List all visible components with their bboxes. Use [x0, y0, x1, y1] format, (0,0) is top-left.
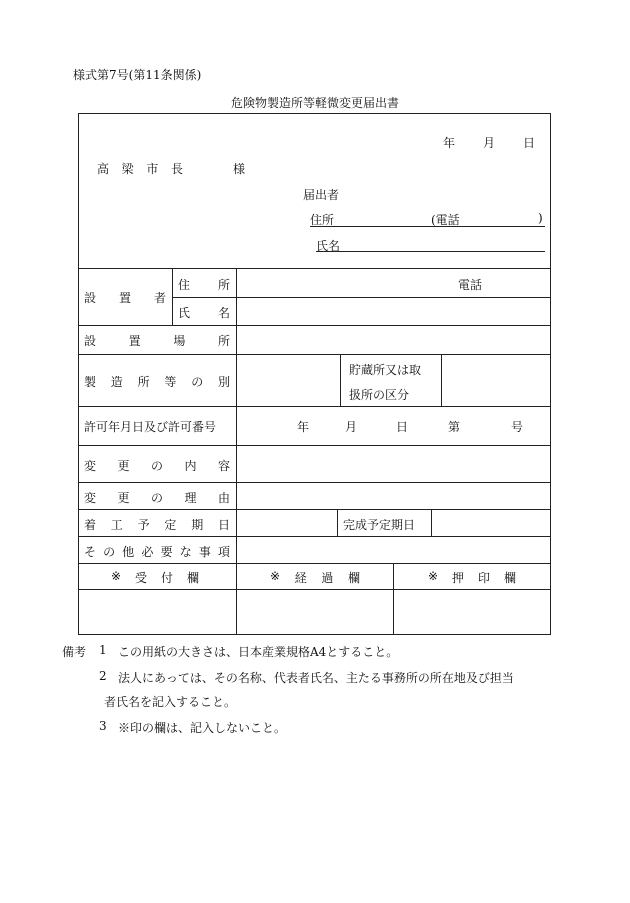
- address-underline: [310, 226, 545, 227]
- form-reference: 様式第7号(第11条関係): [73, 68, 202, 82]
- notifier-phone-label: (電話: [431, 213, 460, 227]
- notifier-address-label: 住所: [310, 213, 335, 227]
- row-divider: [78, 354, 551, 355]
- column-divider: [337, 509, 338, 536]
- install-place-label: 設 置 場 所: [84, 334, 230, 348]
- note-number: 1: [99, 643, 107, 657]
- addressee: 高 梁 市 長: [97, 162, 183, 176]
- note-number: 3: [99, 719, 107, 733]
- column-divider: [441, 354, 442, 406]
- form-title: 危険物製造所等軽微変更届出書: [230, 96, 399, 110]
- permit-label: 許可年月日及び許可番号: [84, 420, 217, 434]
- notifier-phone-close: ): [538, 211, 543, 225]
- notes-label: 備考: [62, 645, 87, 659]
- row-divider: [78, 268, 551, 269]
- change-reason-label: 変 更 の 理 由: [84, 491, 230, 505]
- note-text: ※印の欄は、記入しないこと。: [118, 721, 287, 735]
- other-items-label: そ の 他 必 要 な 事 項: [84, 545, 230, 559]
- completion-date-label: 完成予定期日: [343, 518, 416, 532]
- installer-name-label: 氏 名: [178, 306, 230, 320]
- row-divider: [78, 589, 551, 590]
- row-divider: [78, 445, 551, 446]
- row-divider: [78, 482, 551, 483]
- permit-day: 日: [396, 420, 409, 434]
- note-text: 者氏名を記入すること。: [104, 695, 237, 709]
- date-line: 年 月 日: [443, 136, 535, 150]
- reception-header: ※ 受 付 欄: [111, 569, 199, 585]
- permit-month: 月: [345, 420, 358, 434]
- installer-label: 設 置 者: [84, 291, 166, 305]
- change-content-label: 変 更 の 内 容: [84, 459, 230, 473]
- permit-year: 年: [297, 420, 310, 434]
- storage-class-label-line2: 扱所の区分: [349, 388, 410, 402]
- progress-header: ※ 経 過 欄: [270, 569, 360, 585]
- permit-number-prefix: 第: [448, 420, 461, 434]
- notifier-name-label: 氏名: [316, 239, 341, 253]
- name-underline: [316, 251, 545, 252]
- notifier-label: 届出者: [303, 188, 340, 202]
- column-divider: [172, 268, 173, 325]
- row-divider: [78, 563, 551, 564]
- addressee-honorific: 様: [233, 162, 246, 176]
- note-text: この用紙の大きさは、日本産業規格A4とすること。: [118, 645, 399, 659]
- column-divider: [431, 509, 432, 536]
- permit-number-suffix: 号: [511, 420, 524, 434]
- facility-type-label: 製 造 所 等 の 別: [84, 375, 230, 389]
- row-divider: [78, 536, 551, 537]
- row-divider: [172, 297, 551, 298]
- column-divider: [236, 268, 237, 635]
- start-date-label: 着 工 予 定 期 日: [84, 518, 230, 532]
- column-divider: [393, 563, 394, 635]
- row-divider: [78, 325, 551, 326]
- storage-class-label-line1: 貯蔵所又は取: [349, 363, 422, 377]
- column-divider: [340, 354, 341, 406]
- row-divider: [78, 509, 551, 510]
- note-text: 法人にあっては、その名称、代表者氏名、主たる事務所の所在地及び担当: [118, 671, 514, 685]
- installer-address-label: 住 所: [178, 278, 230, 292]
- note-number: 2: [99, 669, 107, 683]
- row-divider: [78, 406, 551, 407]
- seal-header: ※ 押 印 欄: [428, 569, 516, 585]
- installer-phone-label: 電話: [458, 278, 483, 292]
